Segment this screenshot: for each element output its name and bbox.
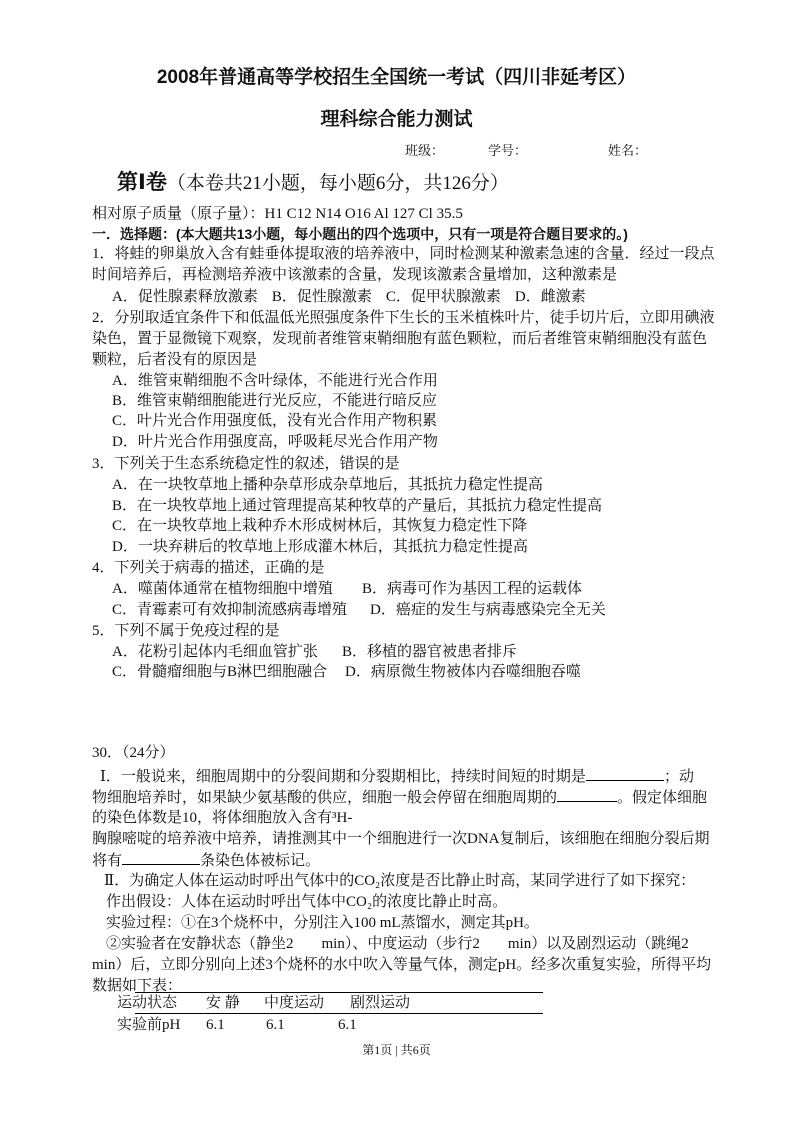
q30-line — [92, 850, 320, 871]
question-30-number: 30．（24分） — [92, 745, 175, 761]
question-3-line: 3．下列关于生态系统稳定性的叙述，错误的是 — [92, 456, 400, 472]
name-label: 姓名： — [608, 143, 648, 158]
q30-line: 胸腺嘧啶的培养液中培养，请推测其中一个细胞进行一次DNA复制后，该细胞在细胞分裂后期 — [92, 831, 710, 847]
q30-line: 实验过程：①在3个烧杯中，分别注入100 mL蒸馏水，测定其pH。 — [106, 915, 539, 931]
student-id-label: 学号： — [488, 143, 528, 158]
option-a: A．促性腺素释放激素 — [112, 289, 258, 305]
table-header: 运动状态 — [117, 995, 178, 1011]
option-d: D．癌症的发生与病毒感染完全无关 — [370, 602, 606, 618]
option-d: D．雌激素 — [514, 289, 586, 305]
part-note: （本卷共21小题，每小题6分，共126分） — [166, 173, 509, 194]
question-1-line: 1．将蛙的卵巢放入含有蛙垂体提取液的培养液中，同时检测某种激素急速的含量．经过一段点 — [92, 246, 715, 262]
q30-text: 。假定体细胞 — [617, 790, 708, 806]
option-a: A．花粉引起体内毛细血管扩张 — [112, 644, 318, 660]
q30-line: Ⅱ．为确定人体在运动时呼出气体中的CO₂浓度是否比静止时高，某同学进行了如下探究： — [104, 873, 696, 889]
option-a: A．噬菌体通常在植物细胞中增殖 — [112, 581, 333, 597]
q30-text: 条染色体被标记。 — [200, 853, 321, 869]
option-d: D．一块弃耕后的牧草地上形成灌木林后，其抵抗力稳定性提高 — [112, 539, 528, 555]
section-heading: 一．选择题：(本大题共13小题，每小题出的四个选项中，只有一项是符合题目要求的。) — [92, 226, 628, 242]
q30-text: min）、中度运动（步行2 — [321, 936, 480, 952]
exam-subtitle: 理科综合能力测试 — [320, 109, 473, 130]
q30-line: 数据如下表： — [92, 978, 183, 994]
part-heading — [117, 170, 509, 197]
option-a: A．维管束鞘细胞不含叶绿体，不能进行光合作用 — [112, 373, 438, 389]
option-b: B．在一块牧草地上通过管理提高某种牧草的产量后，其抵抗力稳定性提高 — [112, 498, 603, 514]
q30-text: 物细胞培养时，如果缺少氨基酸的供应，细胞一般会停留在细胞周期的 — [92, 790, 558, 806]
question-2-line: 2．分别取适宜条件下和低温低光照强度条件下生长的玉米植株叶片，徒手切片后，立即用碘液 — [92, 310, 715, 326]
question-5-line: 5．下列不属于免疫过程的是 — [92, 623, 280, 639]
q30-text: 将有 — [92, 853, 123, 869]
option-b: B．促性腺激素 — [271, 289, 372, 305]
question-1-options — [112, 287, 586, 307]
option-c: C．骨髓瘤细胞与B淋巴细胞融合 — [112, 664, 328, 680]
q30-line — [106, 934, 689, 954]
q30-text: ②实验者在安静状态（静坐2 — [106, 936, 294, 952]
q30-text: ；动 — [663, 769, 694, 785]
question-2-line: 染色，置于显微镜下观察，发现前者维管束鞘细胞有蓝色颗粒，而后者维管束鞘细胞没有蓝色 — [92, 331, 708, 347]
page-footer: 第1页 | 共6页 — [362, 1043, 431, 1057]
class-label: 班级： — [405, 143, 445, 158]
q30-text: Ⅰ．一般说来，细胞周期中的分裂间期和分裂期相比，持续时间短的时期是 — [100, 769, 586, 785]
q30-line — [100, 766, 694, 787]
option-a: A．在一块牧草地上播种杂草形成杂草地后，其抵抗力稳定性提高 — [112, 477, 543, 493]
q30-line: 的染色体数是10，将体细胞放入含有³H- — [92, 810, 353, 826]
q30-text: min）以及剧烈运动（跳绳2 — [507, 936, 689, 952]
table-cell: 6.1 — [206, 1017, 225, 1033]
answer-blank-1[interactable] — [586, 766, 664, 781]
table-cell: 6.1 — [338, 1017, 357, 1033]
option-d: D．病原微生物被体内吞噬细胞吞噬 — [345, 664, 581, 680]
q30-line: 作出假设：人体在运动时呼出气体中CO₂的浓度比静止时高。 — [106, 894, 508, 910]
option-b: B．维管束鞘细胞能进行光反应，不能进行暗反应 — [112, 393, 438, 409]
option-c: C．叶片光合作用强度低，没有光合作用产物积累 — [112, 413, 438, 429]
option-d: D．叶片光合作用强度高，呼吸耗尽光合作用产物 — [112, 434, 438, 450]
table-top-rule — [135, 992, 543, 993]
option-b: B．移植的器官被患者排斥 — [342, 644, 518, 660]
atomic-mass: 相对原子质量（原子量）：H1 C12 N14 O16 Al 127 Cl 35.5 — [92, 206, 463, 222]
option-c: C．青霉素可有效抑制流感病毒增殖 — [112, 602, 348, 618]
table-cell: 实验前pH — [117, 1017, 181, 1033]
question-1-line: 时间培养后，再检测培养液中该激素的含量，发现该激素含量增加，这种激素是 — [92, 267, 618, 283]
q30-line — [92, 787, 707, 808]
table-header: 安 静 — [206, 995, 240, 1011]
q30-line: min）后，立即分别向上述3个烧杯的水中吹入等量气体，测定pH。经多次重复实验，所得平均 — [92, 957, 712, 973]
option-c: C．在一块牧草地上栽种乔木形成树林后，其恢复力稳定性下降 — [112, 518, 528, 534]
exam-title: 2008年普通高等学校招生全国统一考试（四川非延考区） — [156, 67, 637, 88]
answer-blank-2[interactable] — [557, 787, 617, 802]
table-header: 中度运动 — [264, 995, 325, 1011]
option-c: C．促甲状腺激素 — [385, 289, 501, 305]
table-header-rule — [135, 1013, 543, 1014]
question-2-line: 颗粒，后者没有的原因是 — [92, 352, 258, 368]
table-header: 剧烈运动 — [350, 995, 411, 1011]
part-title: 第Ⅰ卷 — [117, 171, 167, 194]
answer-blank-3[interactable] — [122, 850, 200, 865]
question-4-line: 4．下列关于病毒的描述，正确的是 — [92, 560, 325, 576]
table-cell: 6.1 — [266, 1017, 285, 1033]
option-b: B．病毒可作为基因工程的运载体 — [362, 581, 583, 597]
